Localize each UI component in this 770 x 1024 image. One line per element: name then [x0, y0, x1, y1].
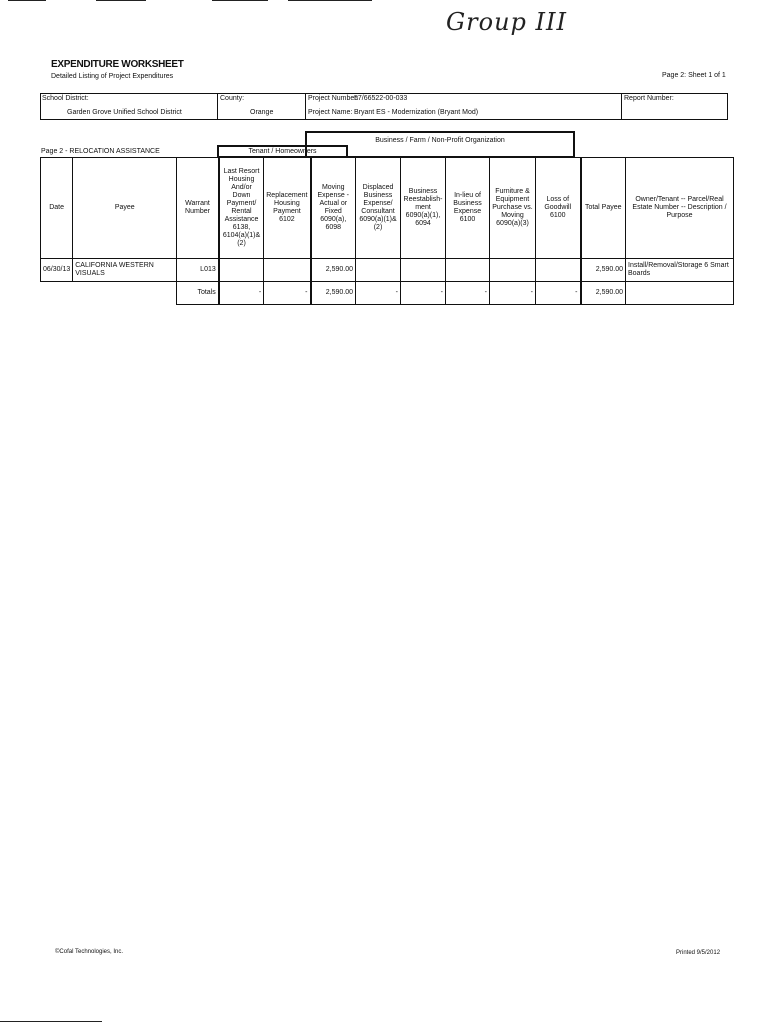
- totals-label: Totals: [177, 282, 219, 305]
- cell-moving: 2,590.00: [311, 259, 356, 282]
- total-goodwill: -: [536, 282, 581, 305]
- divider: [305, 94, 306, 119]
- col-header-goodwill: Loss of Goodwill 6100: [536, 158, 581, 259]
- total-moving: 2,590.00: [311, 282, 356, 305]
- total-in-lieu: -: [446, 282, 490, 305]
- col-header-total-payee: Total Payee: [581, 158, 626, 259]
- footer-copyright: ©Cofal Technologies, Inc.: [55, 949, 124, 955]
- divider: [217, 94, 218, 119]
- col-header-last-resort: Last Resort Housing And/or Down Payment/ Rental Assistance 6138, 6104(a)(1)&(2): [219, 158, 264, 259]
- divider: [621, 94, 622, 119]
- section-label: Page 2 - RELOCATION ASSISTANCE: [41, 148, 160, 155]
- cell-goodwill: [536, 259, 581, 282]
- cell-furniture: [490, 259, 536, 282]
- cell-displaced: [356, 259, 401, 282]
- handwritten-group-note: Group III: [446, 8, 567, 36]
- total-payee-sum: 2,590.00: [581, 282, 626, 305]
- cell-payee: CALIFORNIA WESTERN VISUALS: [73, 259, 177, 282]
- total-furniture: -: [490, 282, 536, 305]
- cell-last-resort: [219, 259, 264, 282]
- scan-mark: [288, 0, 372, 1]
- total-reestablishment: -: [401, 282, 446, 305]
- report-number-label: Report Number:: [624, 95, 674, 102]
- project-number-label: Project Number:: [308, 95, 359, 102]
- cell-total: 2,590.00: [581, 259, 626, 282]
- totals-spacer: [41, 282, 73, 305]
- table-header-row: [41, 158, 734, 259]
- cell-date: 06/30/13: [41, 259, 73, 282]
- col-header-in-lieu: In-lieu of Business Expense 6100: [446, 158, 490, 259]
- footer-printed-date: Printed 9/5/2012: [676, 950, 721, 956]
- totals-spacer: [73, 282, 177, 305]
- cell-in-lieu: [446, 259, 490, 282]
- project-name-value: Bryant ES - Modernization (Bryant Mod): [354, 109, 479, 116]
- worksheet-subtitle: Detailed Listing of Project Expenditures: [51, 73, 174, 80]
- total-last-resort: -: [219, 282, 264, 305]
- totals-row: [41, 282, 734, 305]
- scan-mark: [212, 0, 268, 1]
- col-header-description: Owner/Tenant -- Parcel/Real Estate Number -- Description / Purpose: [626, 158, 734, 259]
- col-header-replacement: Replacement Housing Payment 6102: [264, 158, 311, 259]
- group-header-business: Business / Farm / Non-Profit Organization: [305, 131, 575, 157]
- project-number-value: 57/66522-00-033: [354, 95, 408, 102]
- col-header-date: Date: [41, 158, 73, 259]
- total-displaced: -: [356, 282, 401, 305]
- county-label: County:: [220, 95, 245, 102]
- scan-mark: [0, 1021, 102, 1022]
- school-district-label: School District:: [42, 95, 89, 102]
- cell-warrant: L013: [177, 259, 219, 282]
- expenditure-table: [40, 157, 734, 305]
- cell-reestablishment: [401, 259, 446, 282]
- col-header-reestablishment: Business Reestablish- ment 6090(a)(1), 6094: [401, 158, 446, 259]
- county-value: Orange: [250, 109, 274, 116]
- project-info-box: [40, 93, 728, 120]
- page-indicator: Page 2: Sheet 1 of 1: [662, 72, 726, 79]
- total-description: [626, 282, 734, 305]
- total-replacement: -: [264, 282, 311, 305]
- school-district-value: Garden Grove Unified School District: [67, 109, 182, 116]
- scan-mark: [96, 0, 146, 1]
- table-row: [41, 259, 734, 282]
- col-header-furniture: Furniture & Equipment Purchase vs. Moving 6090(a)(3): [490, 158, 536, 259]
- col-header-moving: Moving Expense - Actual or Fixed 6090(a), 6098: [311, 158, 356, 259]
- group-header-tenant: Tenant / Homeowners: [217, 145, 348, 157]
- cell-replacement: [264, 259, 311, 282]
- scan-mark: [8, 0, 46, 1]
- col-header-displaced: Displaced Business Expense/ Consultant 6090(a)(1)&(2): [356, 158, 401, 259]
- col-header-warrant: Warrant Number: [177, 158, 219, 259]
- worksheet-title: EXPENDITURE WORKSHEET: [51, 59, 184, 70]
- cell-description: Install/Removal/Storage 6 Smart Boards: [626, 259, 734, 282]
- project-name-label: Project Name:: [308, 109, 353, 116]
- col-header-payee: Payee: [73, 158, 177, 259]
